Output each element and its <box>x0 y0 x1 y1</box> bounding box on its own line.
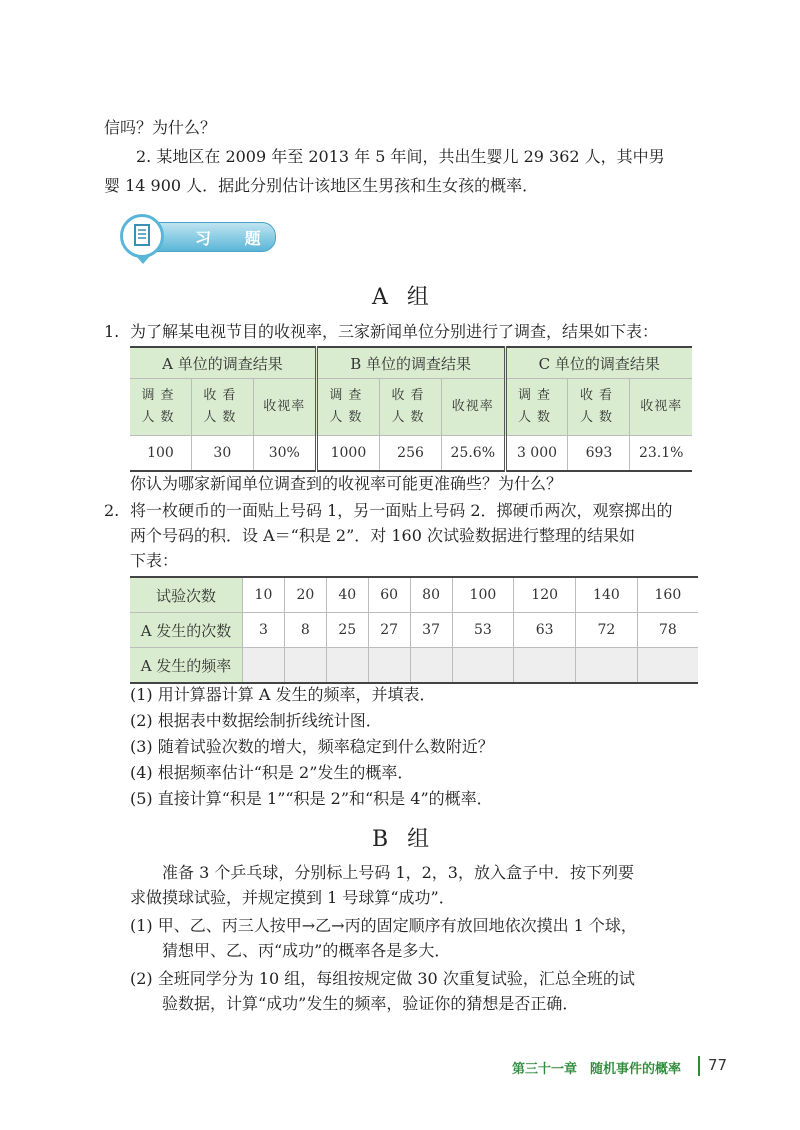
frequency-cell <box>410 648 452 684</box>
group-b-intro-line2: 求做摸球试验，并规定摸到 1 号球算“成功”． <box>130 888 455 907</box>
trial-count: 120 <box>514 577 576 613</box>
group-a-title: A 组 <box>372 285 435 310</box>
cell-value: 30 <box>191 436 253 472</box>
occurrence-count: 72 <box>576 613 638 648</box>
occurrence-count: 37 <box>410 613 452 648</box>
cell-value: 1000 <box>316 436 379 472</box>
trial-count: 80 <box>410 577 452 613</box>
col-rate: 收视率 <box>253 379 316 436</box>
group-b-sub-1-line1: (1) 甲、乙、丙三人按甲→乙→丙的固定顺序有放回地依次摸出 1 个球， <box>130 916 637 935</box>
frequency-cell <box>576 648 638 684</box>
occurrence-count: 25 <box>326 613 368 648</box>
question-2-line2: 婴 14 900 人．据此分别估计该地区生男孩和生女孩的概率． <box>104 176 539 195</box>
cell-value: 100 <box>130 436 191 472</box>
trial-count: 100 <box>452 577 514 613</box>
col-watched: 收看 人数 <box>568 379 630 436</box>
frequency-cell <box>284 648 326 684</box>
sub-question-3: (3) 随着试验次数的增大，频率稳定到什么数附近？ <box>130 737 494 756</box>
occurrence-count: 78 <box>637 613 698 648</box>
problem-1-text: 为了解某电视节目的收视率，三家新闻单位分别进行了调查，结果如下表： <box>130 322 659 341</box>
group-b-sub-2-line1: (2) 全班同学分为 10 组，每组按规定做 30 次重复试验，汇总全班的试 <box>130 969 635 988</box>
cell-value: 30% <box>253 436 316 472</box>
occurrence-count: 3 <box>243 613 285 648</box>
occurrence-count: 27 <box>368 613 410 648</box>
trial-count: 20 <box>284 577 326 613</box>
cell-value: 25.6% <box>442 436 505 472</box>
occurrence-count: 53 <box>452 613 514 648</box>
chapter-footer: 第三十一章 随机事件的概率 <box>512 1062 682 1077</box>
group-b-title: B 组 <box>372 827 436 852</box>
frequency-cell <box>637 648 698 684</box>
trial-count: 140 <box>576 577 638 613</box>
col-rate: 收视率 <box>442 379 505 436</box>
problem-2-line2: 两个号码的积．设 A＝“积是 2”．对 160 次试验数据进行整理的结果如 <box>130 526 635 545</box>
exercise-badge <box>104 212 276 262</box>
page-number: 77 <box>708 1056 728 1074</box>
frequency-cell <box>243 648 285 684</box>
problem-2-number: 2. <box>104 501 120 520</box>
sub-question-5: (5) 直接计算“积是 1”“积是 2”和“积是 4”的概率． <box>130 789 493 808</box>
trial-count: 160 <box>637 577 698 613</box>
occurrence-count: 63 <box>514 613 576 648</box>
sub-question-1: (1) 用计算器计算 A 发生的频率，并填表． <box>130 685 436 704</box>
row-label: A 发生的频率 <box>130 648 243 684</box>
document-icon <box>120 214 164 258</box>
cell-value: 3 000 <box>505 436 568 472</box>
exercise-badge-label: 习 题 <box>195 229 275 248</box>
cell-value: 256 <box>380 436 442 472</box>
group-header-b: B 单位的调查结果 <box>316 347 505 379</box>
frequency-cell <box>452 648 514 684</box>
group-b-sub-1-line2: 猜想甲、乙、丙“成功”的概率各是多大． <box>162 941 451 960</box>
col-watched: 收看 人数 <box>380 379 442 436</box>
trial-table <box>130 576 698 684</box>
col-rate: 收视率 <box>630 379 692 436</box>
frequency-cell <box>514 648 576 684</box>
frequency-cell <box>326 648 368 684</box>
problem-2-line1: 将一枚硬币的一面贴上号码 1，另一面贴上号码 2．掷硬币两次，观察掷出的 <box>130 501 673 520</box>
question-2-line1: 2. 某地区在 2009 年至 2013 年 5 年间，共出生婴儿 29 362 人，其中男 <box>136 147 665 166</box>
col-surveyed: 调查 人数 <box>505 379 568 436</box>
sub-question-4: (4) 根据频率估计“积是 2”发生的概率． <box>130 763 414 782</box>
group-header-c: C 单位的调查结果 <box>505 347 692 379</box>
sub-question-2: (2) 根据表中数据绘制折线统计图． <box>130 711 382 730</box>
occurrence-count: 8 <box>284 613 326 648</box>
col-watched: 收看 人数 <box>191 379 253 436</box>
cell-value: 23.1% <box>630 436 692 472</box>
problem-1-number: 1. <box>104 322 120 341</box>
frequency-cell <box>368 648 410 684</box>
group-b-sub-2-line2: 验数据，计算“成功”发生的频率，验证你的猜想是否正确． <box>162 994 579 1013</box>
intro-line: 信吗？为什么？ <box>104 118 217 137</box>
col-surveyed: 调查 人数 <box>316 379 379 436</box>
row-label: 试验次数 <box>130 577 243 613</box>
trial-count: 10 <box>243 577 285 613</box>
problem-1-question: 你认为哪家新闻单位调查到的收视率可能更准确些？为什么？ <box>130 474 563 493</box>
trial-count: 40 <box>326 577 368 613</box>
survey-table <box>130 346 692 472</box>
col-surveyed: 调查 人数 <box>130 379 191 436</box>
problem-2-line3: 下表： <box>130 551 179 570</box>
group-b-intro-line1: 准备 3 个乒乓球，分别标上号码 1，2，3，放入盒子中．按下列要 <box>162 863 634 882</box>
row-label: A 发生的次数 <box>130 613 243 648</box>
footer-divider <box>698 1056 700 1076</box>
cell-value: 693 <box>568 436 630 472</box>
trial-count: 60 <box>368 577 410 613</box>
group-header-a: A 单位的调查结果 <box>130 347 316 379</box>
